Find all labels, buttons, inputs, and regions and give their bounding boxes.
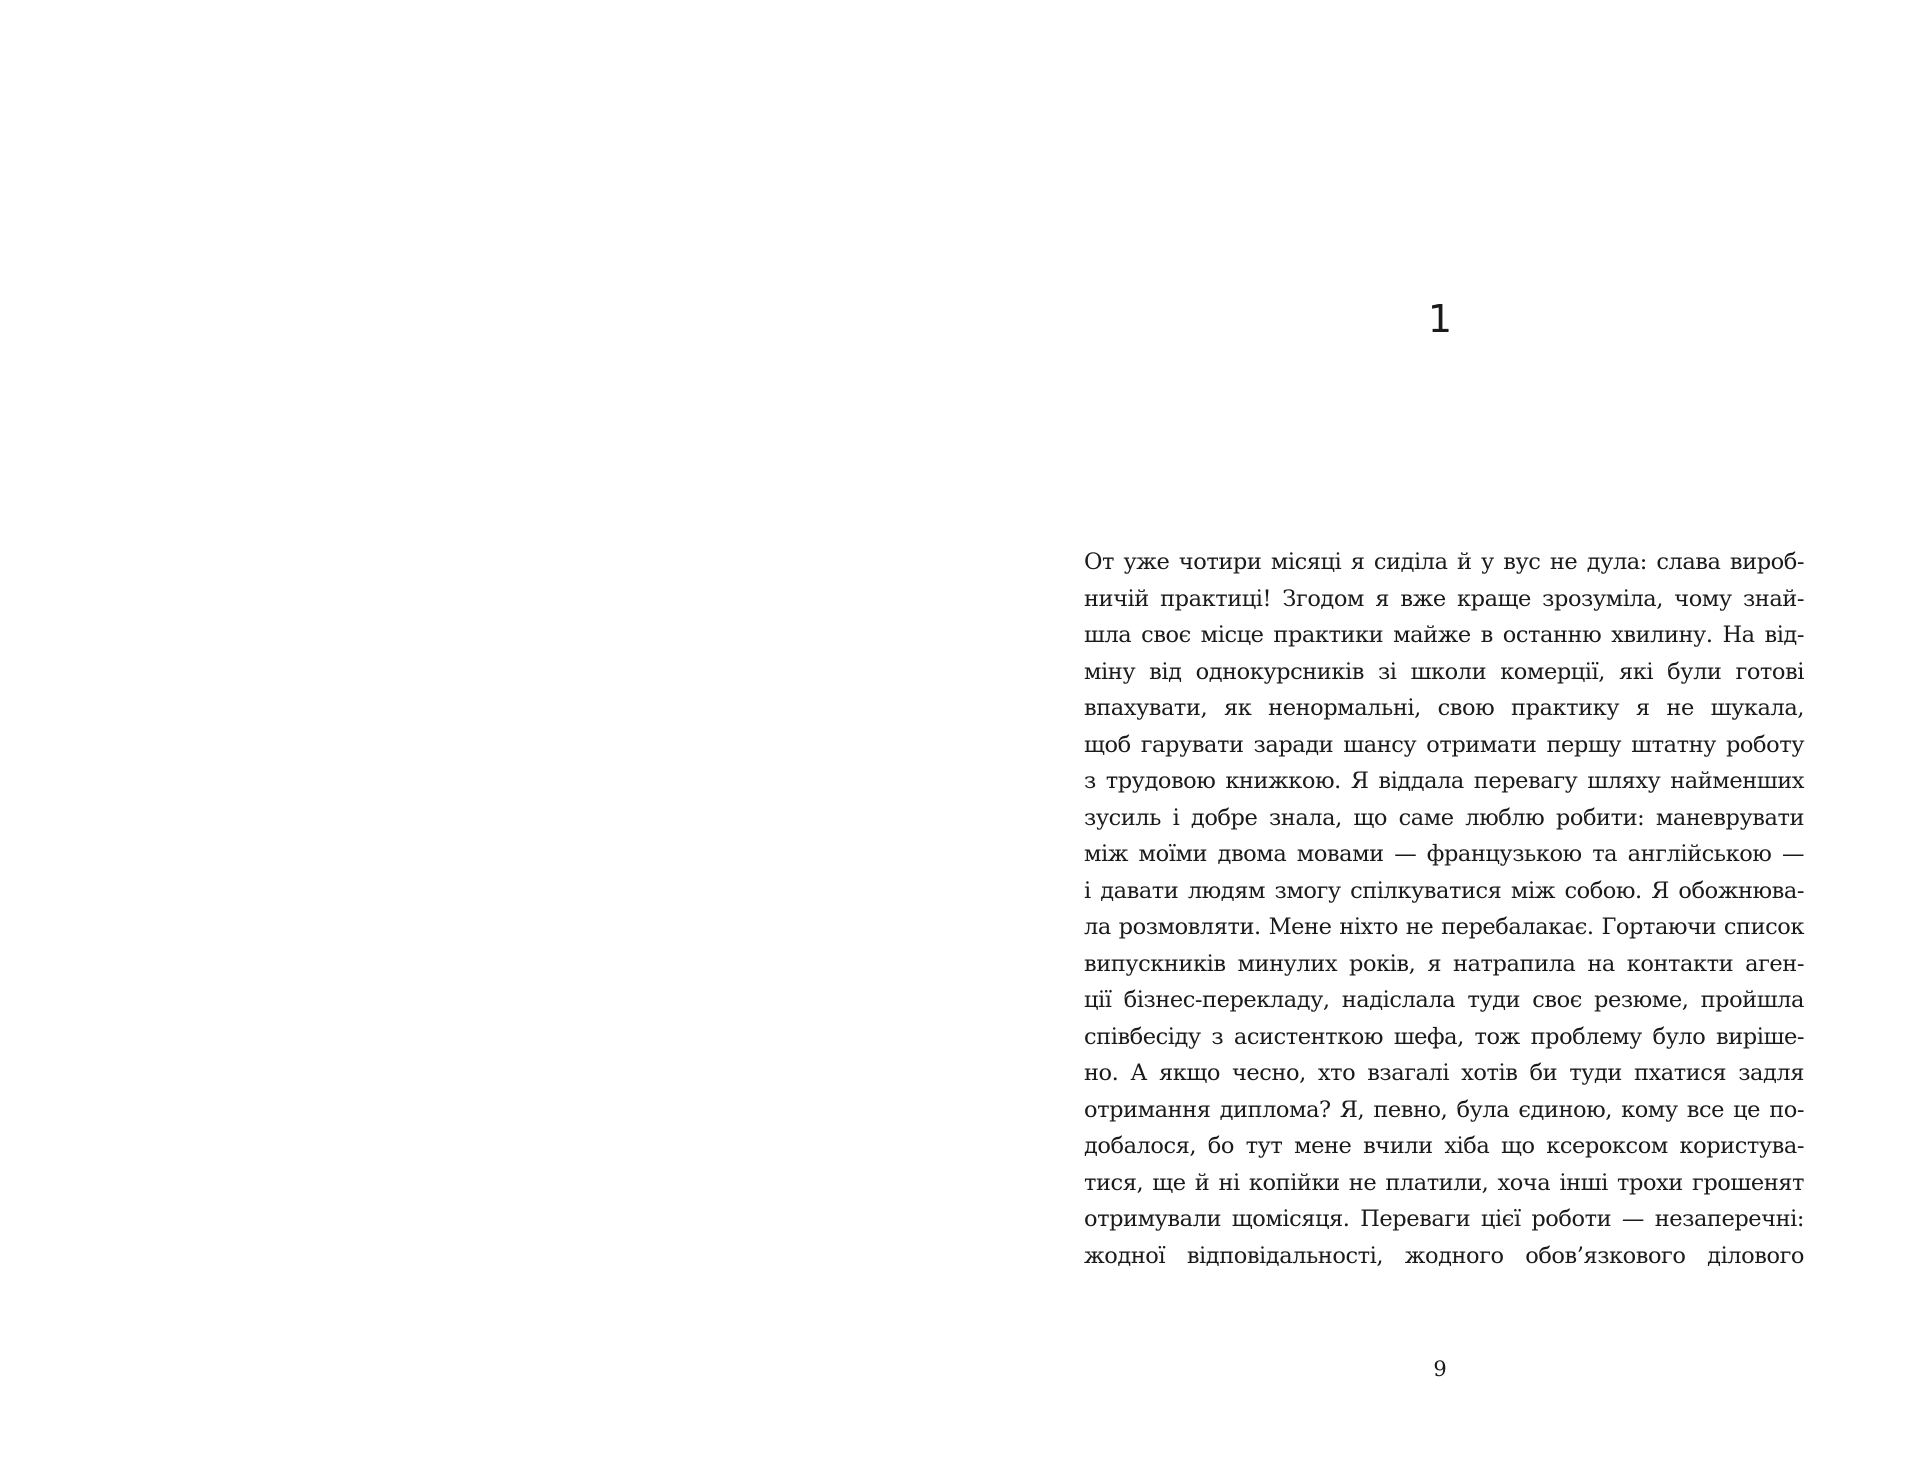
text-line: отримували щомісяця. Переваги цієї роботи — незаперечні: — [1084, 1206, 1804, 1232]
body-paragraph — [1084, 544, 1804, 1274]
chapter-number: 1 — [1427, 297, 1453, 341]
text-line: добалося, бо тут мене вчили хіба що ксероксом користува- — [1084, 1133, 1804, 1159]
text-line: шла своє місце практики майже в останню хвилину. На від- — [1084, 622, 1804, 648]
text-line: міну від однокурсників зі школи комерції, які були готові — [1084, 658, 1804, 685]
text-line: зусиль і добре знала, що саме люблю робити: маневрувати — [1084, 804, 1804, 831]
text-line: ла розмовляти. Мене ніхто не перебалакає. Гортаючи список — [1084, 914, 1804, 940]
text-line: отримання диплома? Я, певно, була єдиною, кому все це по- — [1084, 1096, 1804, 1123]
text-line: впахувати, як ненормальні, свою практику я не шукала, — [1084, 695, 1804, 721]
text-line: От уже чотири місяці я сиділа й у вус не дула: слава вироб- — [1084, 549, 1804, 575]
text-line: но. А якщо чесно, хто взагалі хотів би туди пхатися задля — [1084, 1060, 1804, 1086]
text-line: тися, ще й ні копійки не платили, хоча інші трохи грошенят — [1084, 1169, 1804, 1196]
text-line: співбесіду з асистенткою шефа, тож проблему було виріше- — [1084, 1023, 1804, 1050]
text-line: між моїми двома мовами — французькою та англійською — — [1084, 841, 1804, 867]
text-line: ничій практиці! Згодом я вже краще зрозуміла, чому знай- — [1084, 585, 1804, 612]
text-line: щоб гарувати заради шансу отримати першу штатну роботу — [1084, 731, 1804, 758]
text-line: випускників минулих років, я натрапила на контакти аген- — [1084, 950, 1804, 977]
page-number: 9 — [1433, 1357, 1447, 1381]
text-line: з трудовою книжкою. Я віддала перевагу шляху найменших — [1084, 768, 1804, 794]
text-line: ції бізнес-перекладу, надіслала туди своє резюме, пройшла — [1084, 987, 1804, 1013]
text-line: жодної відповідальності, жодного обов’язкового ділового — [1084, 1242, 1804, 1269]
text-line: і давати людям змогу спілкуватися між собою. Я обожнюва- — [1084, 877, 1804, 904]
